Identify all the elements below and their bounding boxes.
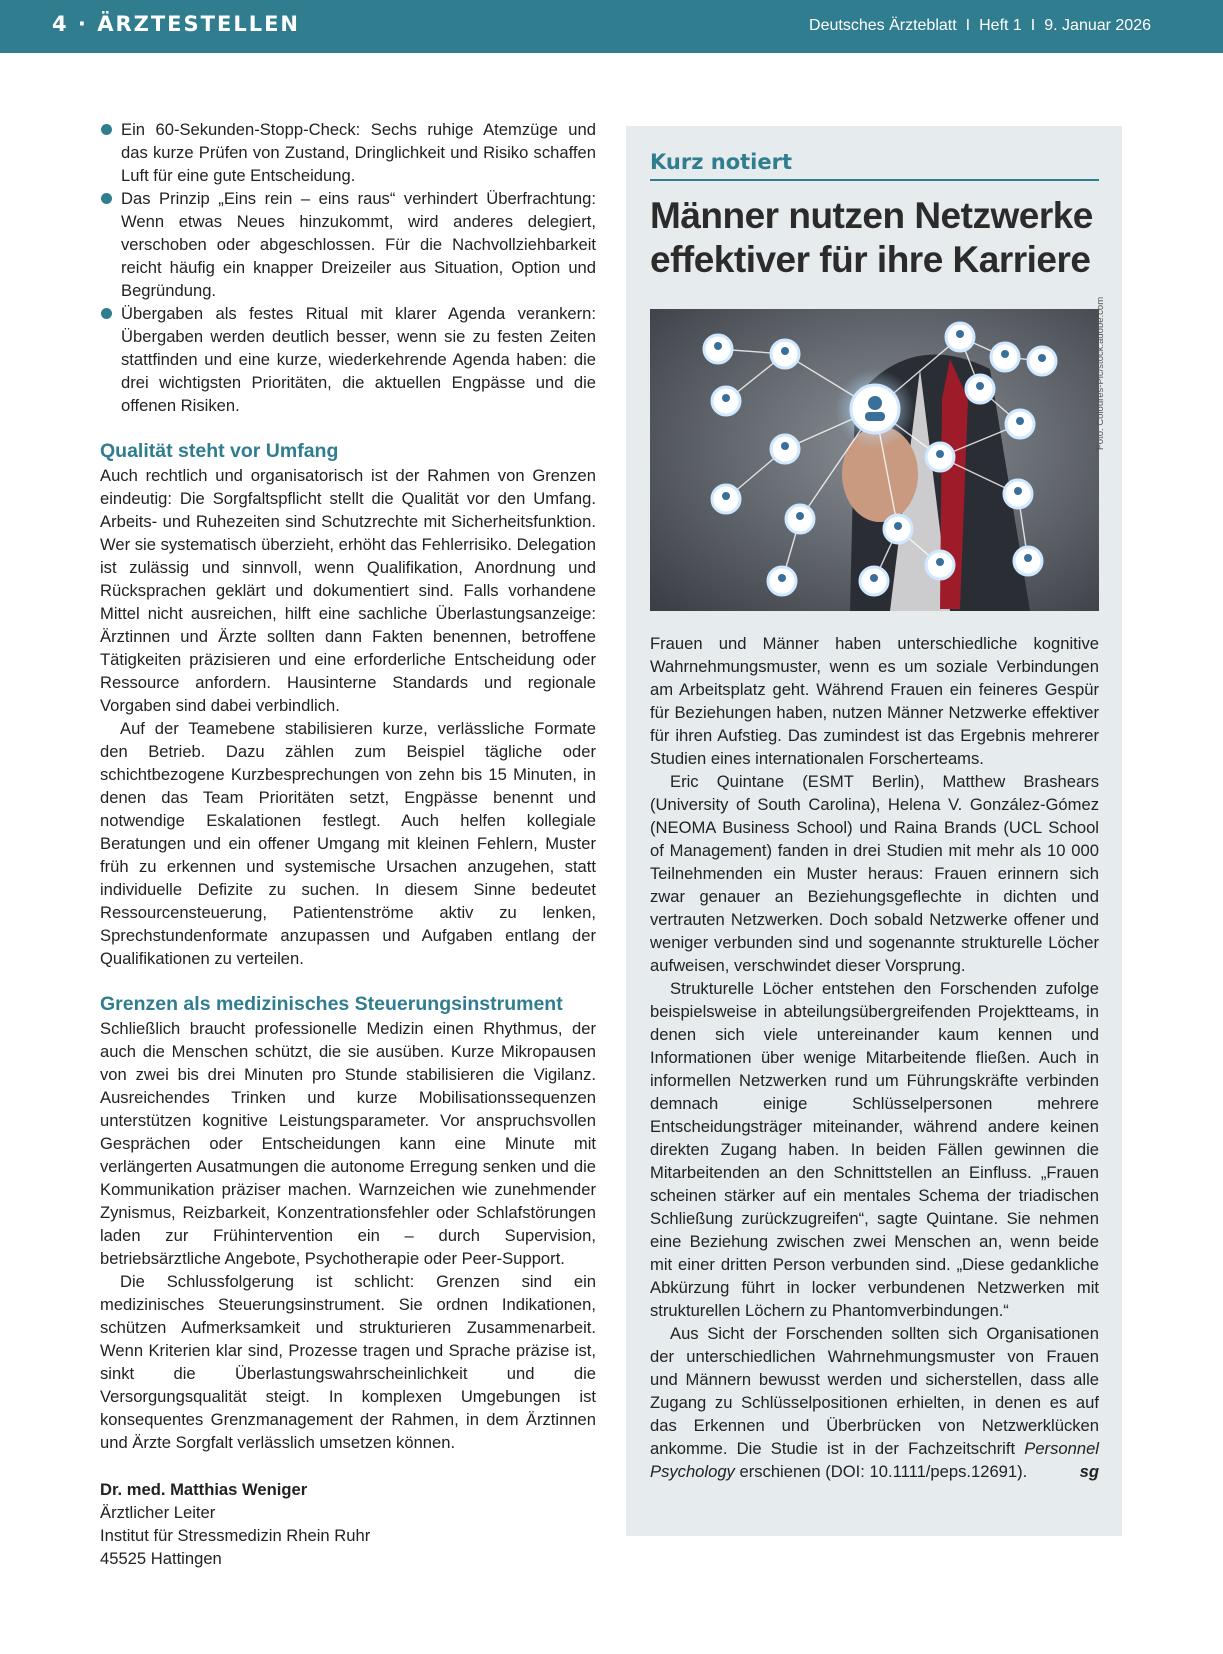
author-signature: sg	[1079, 1462, 1099, 1481]
sidebar-body	[650, 632, 1099, 1483]
journal-title: Personnel Psychology	[650, 1439, 1099, 1481]
paragraph: Schließlich braucht professionelle Medizin einen Rhythmus, der auch die Menschen schützt, die sie ausüben. Kurze Mikropausen von zwei bis drei Minuten pro Stunde stabilisieren die Vigilanz. Ausreichendes Trinken und kurze Mobilisationssequenzen unterstützen kognitive Leistungsparameter. Vor anspruchsvollen Gesprächen oder Entscheidungen kann eine Minute mit verlängerten Ausatmungen die autonome Erregung senken und die Kommunikation präziser machen. Warnzeichen wie zunehmender Zynismus, Reizbarkeit, Konzentrationsfehler oder Schlafstörungen laden zur Frühintervention ein – durch Supervision, betriebsärztliche Angebote, Psychotherapie oder Peer-Support.	[100, 1019, 596, 1268]
paragraph: Auf der Teamebene stabilisieren kurze, verlässliche Formate den Betrieb. Dazu zählen zum Beispiel tägliche oder schichtbezogene Kurzbesprechungen von zehn bis 15 Minuten, in denen das Team Prioritäten setzt, Engpässe benennt und notwendige Eskalationen festlegt. Auch helfen kollegiale Beratungen und ein offener Umgang mit kleinen Fehlern, Muster früh zu erkennen und systemische Ursachen anzugehen, statt individuelle Defizite zu suchen. In diesem Sinne bedeutet Ressourcensteuerung, Patientenströme aktiv zu lenken, Sprechstundenformate anzupassen und Aufgaben entlang der Qualifikationen zu verteilen.	[100, 719, 596, 968]
bullet-dot-icon	[101, 193, 112, 204]
paragraph: Eric Quintane (ESMT Berlin), Matthew Brashears (University of South Carolina), Helena V. González-Gómez (NEOMA Business School) und Raina Brands (UCL School of Management) fanden in drei Studien mit mehr als 10 000 Teilnehmenden ein Muster heraus: Frauen erinnern sich zwar genauer an Beziehungsgeflechte in dichten und vertrauten Netzwerken. Doch sobald Netzwerke offener und weniger verbunden sind und sogenannte strukturelle Löcher aufweisen, verschwindet dieser Vorsprung.	[650, 772, 1099, 975]
subheading-steering: Grenzen als medizinisches Steuerungsinstrument	[100, 993, 563, 1015]
page-header	[0, 0, 1223, 53]
sidebar-box	[626, 126, 1122, 1536]
section-title: 4 · ÄRZTESTELLEN	[52, 12, 301, 36]
bullet-dot-icon	[101, 124, 112, 135]
network-photo	[650, 309, 1099, 611]
photo-credit: Foto: Coloures-Pic/stock.adobe.com	[1095, 296, 1106, 450]
bullet-dot-icon	[101, 308, 112, 319]
issue-date: 9. Januar 2026	[1044, 17, 1151, 34]
author-city: 45525 Hattingen	[100, 1549, 222, 1568]
bullet-list	[100, 118, 596, 417]
journal-name: Deutsches Ärzteblatt	[809, 17, 957, 34]
main-column	[100, 118, 596, 1570]
issue-number: Heft 1	[979, 17, 1022, 34]
subheading-quality: Qualität steht vor Umfang	[100, 440, 339, 462]
paragraph: Frauen und Männer haben unterschiedliche kognitive Wahrnehmungsmuster, wenn es um soziale Verbindungen am Arbeitsplatz geht. Während Frauen ein feineres Gespür für Beziehungen haben, nutzen Männer Netzwerke effektiver für ihren Aufstieg. Das zumindest ist das Ergebnis mehrerer Studien eines internationalen Forscherteams.	[650, 634, 1099, 768]
separator: I	[1030, 17, 1036, 34]
author-block	[100, 1478, 596, 1570]
network-illustration	[650, 309, 1099, 611]
paragraph: Die Schlussfolgerung ist schlicht: Grenzen sind ein medizinisches Steuerungsinstrument. Sie ordnen Indikationen, schützen Aufmerksamkeit und strukturieren Zusammenarbeit. Wenn Kriterien klar sind, Prozesse tragen und Sprache präzise ist, sinkt die Überlastungswahrscheinlichkeit und die Versorgungsqualität steigt. In komplexen Umgebungen ist konsequentes Grenzmanagement der Rahmen, in dem Ärztinnen und Ärzte Sorgfalt verlässlich umsetzen können.	[100, 1272, 596, 1452]
paragraph: Aus Sicht der Forschenden sollten sich Organisationen der unterschiedlichen Wahrnehmungsmuster von Frauen und Männern bewusst werden und sicherstellen, dass alle Zugang zu Schlüsselpositionen erhielten, in denen es auf das Erkennen und Überbrücken von Netzwerklücken ankomme. Die Studie ist in der Fachzeitschrift Personnel Psychology erschienen (DOI: 10.1111/peps.12691). sg	[650, 1324, 1099, 1481]
sidebar-kicker: Kurz notiert	[650, 150, 1099, 181]
journal-info	[809, 17, 1151, 35]
paragraph: Auch rechtlich und organisatorisch ist der Rahmen von Grenzen eindeutig: Die Sorgfaltspflicht stellt die Qualität vor den Umfang. Arbeits- und Ruhezeiten sind Schutzrechte mit Sicherheitsfunktion. Wer sie systematisch überzieht, erhöht das Fehlerrisiko. Delegation ist zulässig und sinnvoll, wenn Qualifikation, Anordnung und Rücksprachen geklärt und dokumentiert sind. Falls vorhandene Mittel nicht ausreichen, hilft eine sachliche Überlastungsanzeige: Ärztinnen und Ärzte sollten dann Fakten benennen, betroffene Tätigkeiten präzisieren und eine erforderliche Entscheidung oder Ressource anfordern. Hausinterne Standards und regionale Vorgaben sind dabei verbindlich.	[100, 466, 596, 715]
sidebar-headline: Männer nutzen Netzwerke effektiver für ihre Karriere	[650, 195, 1093, 280]
author-institution: Institut für Stressmedizin Rhein Ruhr	[100, 1526, 371, 1545]
list-item: Ein 60-Sekunden-Stopp-Check: Sechs ruhige Atemzüge und das kurze Prüfen von Zustand, Dringlichkeit und Risiko schaffen Luft für eine gute Entscheidung.	[100, 118, 596, 187]
list-item: Übergaben als festes Ritual mit klarer Agenda verankern: Übergaben werden deutlich besser, wenn sie zu festen Zeiten stattfinden und eine kurze, wiederkehrende Agenda haben: die drei wichtigsten Prioritäten, die aktuellen Engpässe und die offenen Risiken.	[100, 302, 596, 417]
author-name: Dr. med. Matthias Weniger	[100, 1480, 308, 1499]
list-item: Das Prinzip „Eins rein – eins raus“ verhindert Überfrachtung: Wenn etwas Neues hinzukommt, wird anderes delegiert, verschoben oder abgeschlossen. Für die Nachvollziehbarkeit reicht häufig ein knapper Dreizeiler aus Situation, Option und Begründung.	[100, 187, 596, 302]
separator: I	[965, 17, 971, 34]
author-role: Ärztlicher Leiter	[100, 1503, 216, 1522]
paragraph: Strukturelle Löcher entstehen den Forschenden zufolge beispielsweise in abteilungsübergreifenden Projektteams, in denen sich viele untereinander kaum kennen und Informationen über wenige Mitarbeitende fließen. Auch in informellen Netzwerken rund um Führungskräfte verbinden demnach einige Schlüsselpersonen mehrere Entscheidungsträger miteinander, während andere keinen direkten Zugang haben. In beiden Fällen gewinnen die Mitarbeitenden an den Schnittstellen an Einfluss. „Frauen scheinen stärker auf ein mentales Schema der triadischen Schließung zurückzugreifen“, sagte Quintane. Sie nehmen eine Beziehung zwischen zwei Menschen an, wenn beide mit einer dritten Person verbunden sind. „Diese gedankliche Abkürzung führt in locker verbundenen Netzwerken mit strukturellen Löchern zu Phantomverbindungen.“	[650, 979, 1099, 1320]
